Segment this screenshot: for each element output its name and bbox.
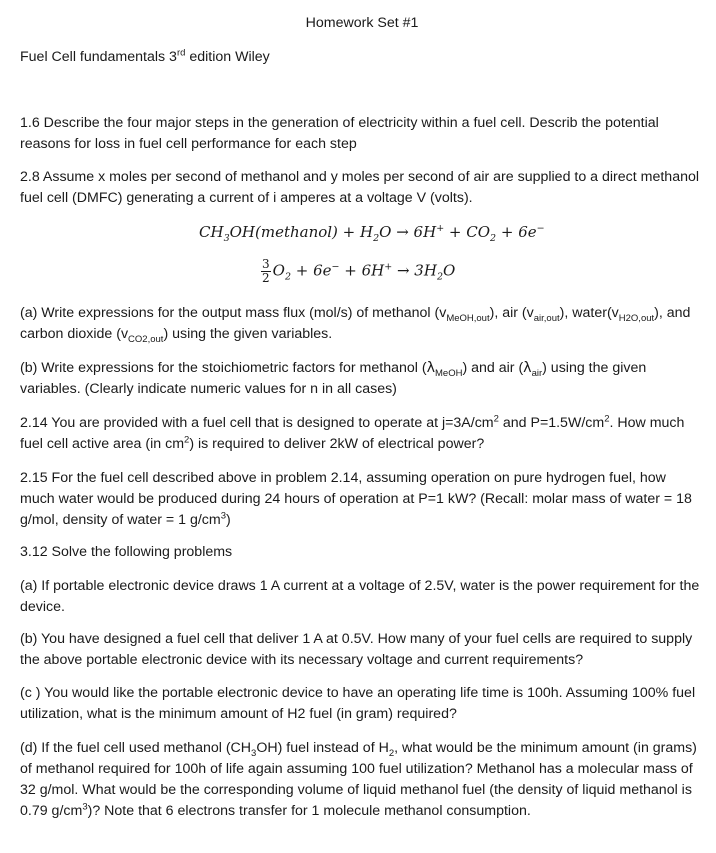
text: 2.14 You are provided with a fuel cell that is designed to operate at j=3A/cm	[20, 415, 494, 431]
question-2-8-b	[20, 358, 700, 400]
text: (b) Write expressions for the stoichiometric factors for methanol (	[20, 360, 427, 376]
eq1-part: O → 6H	[379, 223, 437, 241]
text: ) is required to deliver 2kW of electrical power?	[189, 436, 485, 452]
subscript: H2O,out	[618, 312, 655, 324]
superscript: 2	[184, 434, 190, 446]
question-3-12-intro: 3.12 Solve the following problems	[20, 544, 233, 560]
eq1-sub: 2	[373, 233, 380, 244]
superscript: 3	[220, 510, 226, 522]
question-3-12-b: (b) You have designed a fuel cell that deliver 1 A at 0.5V. How many of your fuel cells are required to supply the above portable electronic device with its necessary voltage and current requirements?	[20, 631, 693, 668]
eq2-part: + 6H	[339, 261, 385, 280]
eq1-sup: −	[536, 223, 545, 234]
eq1-sub: 2	[490, 233, 497, 244]
page-title: Homework Set #1	[305, 15, 419, 31]
subscript: 2	[388, 747, 395, 759]
eq1-part: CH	[199, 223, 224, 241]
eq2-sup: +	[384, 261, 393, 273]
question-2-14	[20, 413, 700, 455]
text: OH) fuel instead of H	[256, 740, 389, 756]
book-reference-suffix: edition Wiley	[185, 49, 270, 65]
text: (d) If the fuel cell used methanol (CH	[20, 740, 252, 756]
text: )	[225, 512, 231, 528]
superscript: 2	[493, 413, 499, 425]
equation-anode	[199, 222, 545, 243]
text: ) and air (	[462, 360, 524, 376]
eq2-sup: −	[331, 261, 340, 273]
question-2-8-a	[20, 303, 700, 345]
subscript: air	[531, 367, 543, 379]
subscript: CO2,out	[128, 333, 164, 345]
lambda-symbol: λ	[426, 360, 435, 376]
text: (a) Write expressions for the output mass flux (mol/s) of methanol (v	[20, 305, 447, 321]
superscript: 3	[82, 801, 88, 813]
text: ), air (v	[489, 305, 534, 321]
question-3-12-a: (a) If portable electronic device draws 1 A current at a voltage of 2.5V, water is the power requirement for the device.	[20, 578, 700, 615]
question-2-15	[20, 468, 700, 531]
question-3-12-c: (c ) You would like the portable electronic device to have an operating life time is 100h. Assuming 100% fuel utilization, what is the minimum amount of H2 fuel (in gram) required?	[20, 685, 696, 722]
equation-cathode	[261, 258, 455, 285]
question-3-12-d	[20, 738, 700, 822]
eq2-part: O	[442, 261, 456, 280]
book-reference	[20, 47, 270, 68]
question-2-8-intro: 2.8 Assume x moles per second of methanol and y moles per second of air are supplied to a direct methanol fuel cell (DMFC) generating a current of i amperes at a voltage V (volts).	[20, 169, 700, 206]
fraction-denominator: 2	[262, 271, 270, 285]
eq2-part: → 3H	[392, 261, 437, 280]
text: ) using the given variables. (Clearly indicate numeric values for n in all cases)	[20, 360, 647, 397]
superscript: 2	[604, 413, 610, 425]
eq1-part: + CO	[444, 223, 491, 241]
text: and P=1.5W/cm	[498, 415, 605, 431]
subscript: air,out	[533, 312, 560, 324]
text: ), water(v	[559, 305, 619, 321]
eq1-sub: 3	[223, 233, 230, 244]
subscript: MeOH,out	[446, 312, 490, 324]
lambda-symbol: λ	[523, 360, 532, 376]
text: ) using the given variables.	[163, 326, 333, 342]
text: )? Note that 6 electrons transfer for 1 molecule methanol consumption.	[87, 803, 531, 819]
eq1-sup: +	[436, 223, 445, 234]
eq2-sub: 2	[284, 271, 291, 283]
text: ), and carbon dioxide (v	[20, 305, 691, 342]
text: , what would be the minimum amount (in grams) of methanol required for 100h of life again assuming 100 fuel utilization? Methanol has a molecular mass of 32 g/mol. What would be the corresponding volume of liquid methanol fuel (the density of liquid methanol is 0.79 g/cm	[20, 740, 697, 819]
fraction	[261, 258, 271, 285]
subscript: 3	[251, 747, 257, 759]
subscript: MeOH	[435, 367, 463, 379]
book-reference-text: Fuel Cell fundamentals 3	[20, 49, 177, 65]
text: 2.15 For the fuel cell described above in problem 2.14, assuming operation on pure hydrogen fuel, how much water would be produced during 24 hours of operation at P=1 kW? (Recall: molar mass of water = 18 g/mol, density of water = 1 g/cm	[20, 470, 692, 528]
eq2-part: + 6e	[291, 261, 332, 280]
fraction-numerator: 3	[262, 257, 270, 271]
text: . How much fuel cell active area (in cm	[20, 415, 685, 452]
question-1-6: 1.6 Describe the four major steps in the generation of electricity within a fuel cell. Describ the potential reasons for loss in fuel cell performance for each step	[20, 115, 659, 152]
eq2-sub: 2	[436, 271, 443, 283]
eq2-part: O	[272, 261, 285, 280]
book-reference-sup: rd	[176, 47, 186, 59]
eq1-part: + 6e	[496, 223, 537, 241]
eq1-part: OH(methanol) + H	[229, 223, 374, 241]
